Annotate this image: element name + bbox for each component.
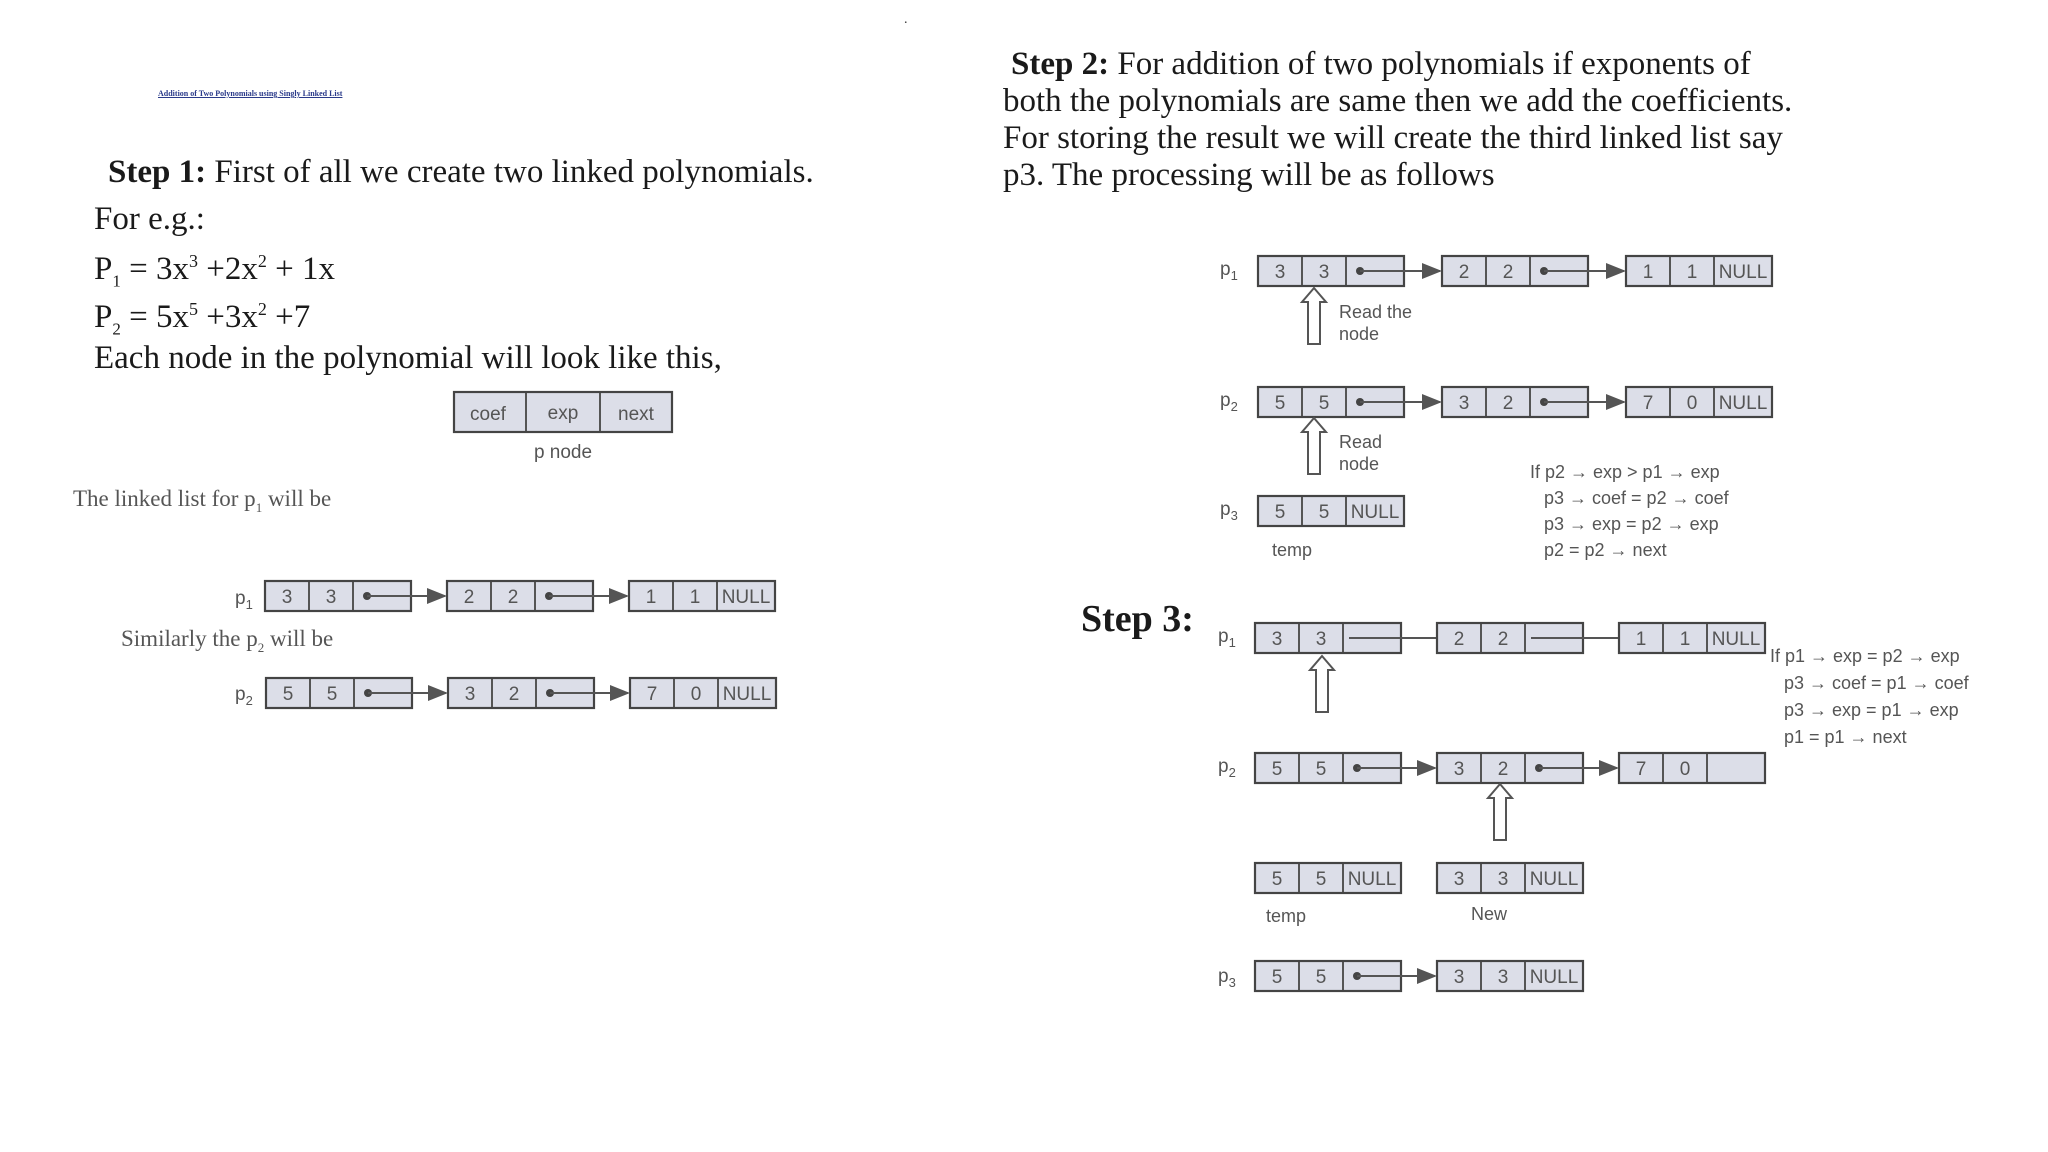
read-label: Read — [1339, 432, 1383, 452]
exp-value: 3 — [1315, 629, 1327, 650]
step2-line2: both the polynomials are same then we add the coefficients. — [1003, 83, 1793, 119]
coef-value: 7 — [1635, 759, 1647, 780]
fig3-p2-node-2 — [1619, 753, 1765, 783]
fig2-p3-label: $p_3$ — [1220, 499, 1238, 523]
step2-line1: Step 2: For addition of two polynomials if exponents of — [1011, 46, 1751, 82]
fig3-p1-label: $p_1$ — [1218, 626, 1236, 650]
fig1-p2-list — [266, 678, 776, 708]
fig2-p2-node-2 — [1626, 387, 1772, 417]
field-coef: coef — [470, 404, 506, 425]
fig3-rule-3: p3 → exp = p1 → exp — [1784, 700, 1959, 720]
step1-line — [108, 154, 814, 191]
p1-label: $p_1$ — [235, 588, 253, 612]
coef-value: 2 — [1453, 629, 1465, 650]
coef-value: 1 — [645, 587, 657, 608]
null-value: NULL — [1718, 393, 1768, 414]
pnode-caption: p node — [533, 442, 593, 463]
fig3-temp-node — [1255, 863, 1401, 893]
coef-value: 5 — [1271, 759, 1283, 780]
coef-value: 3 — [1453, 967, 1465, 988]
exp-value: 2 — [1497, 629, 1509, 650]
fig3-new-node — [1437, 863, 1583, 893]
p2-label: $p_2$ — [235, 684, 253, 708]
node-description: Each node in the polynomial will look like this, — [94, 340, 722, 376]
fig3-new-label: New — [1471, 904, 1508, 924]
node-label-2: node — [1339, 454, 1380, 474]
exp-value: 5 — [1315, 967, 1327, 988]
figure-node-and-lists — [60, 380, 840, 740]
exp-value: 3 — [1318, 262, 1330, 283]
coef-value: 5 — [1271, 869, 1283, 890]
exp-value: 5 — [1315, 869, 1327, 890]
coef-value: 2 — [1458, 262, 1470, 283]
fig2-p1-label: $p_1$ — [1220, 259, 1238, 283]
fig2-temp-label: temp — [1272, 540, 1313, 560]
coef-value: 2 — [463, 587, 475, 608]
coef-value: 1 — [1642, 262, 1654, 283]
fig3-p1-node-2 — [1619, 623, 1765, 653]
fig2-p2-label: $p_2$ — [1220, 390, 1238, 414]
example-label: For e.g.: — [94, 201, 205, 237]
figure-step2 — [1200, 240, 1800, 580]
null-value: NULL — [1529, 869, 1579, 890]
fig3-new-node — [1437, 863, 1583, 893]
fig2-arrow-p2 — [1302, 418, 1326, 474]
field-exp: exp — [547, 403, 579, 424]
exp-value: 2 — [1502, 262, 1514, 283]
coef-value: 7 — [646, 684, 658, 705]
step2-label: Step 2: — [1011, 46, 1110, 82]
figure-step3 — [1200, 600, 2020, 1020]
null-value: NULL — [722, 684, 772, 705]
null-value: NULL — [721, 587, 771, 608]
exp-value: 5 — [326, 684, 338, 705]
fig3-p1-list — [1255, 623, 1765, 653]
field-next: next — [618, 404, 654, 425]
fig2-rule-2: p3 → coef = p2 → coef — [1544, 488, 1729, 508]
fig3-arrow-p2 — [1488, 784, 1512, 840]
fig3-p2-label: $p_2$ — [1218, 756, 1236, 780]
fig3-p2-list — [1255, 753, 1765, 783]
fig3-p3-list — [1255, 961, 1583, 991]
exp-value: 2 — [508, 684, 520, 705]
fig2-arrow-p1 — [1302, 288, 1326, 344]
fig1-p1-list — [265, 581, 775, 611]
coef-value: 5 — [1274, 393, 1286, 414]
step2-line4: p3. The processing will be as follows — [1003, 157, 1495, 193]
coef-value: 3 — [1453, 869, 1465, 890]
fig3-p3-node-1 — [1437, 961, 1583, 991]
coef-value: 5 — [1274, 502, 1286, 523]
exp-value: 0 — [1679, 759, 1691, 780]
exp-value: 5 — [1318, 393, 1330, 414]
fig3-rule-1: If p1 → exp = p2 → exp — [1770, 646, 1960, 666]
fig1-p2-node-2 — [630, 678, 776, 708]
p1-list-caption: The linked list for $p_1$ will be — [73, 486, 332, 515]
fig2-p3-node — [1258, 496, 1404, 526]
exp-value: 3 — [1497, 869, 1509, 890]
exp-value: 0 — [1686, 393, 1698, 414]
fig3-rule-2: p3 → coef = p1 → coef — [1784, 673, 1969, 693]
node-label-1: node — [1339, 324, 1380, 344]
exp-value: 2 — [1502, 393, 1514, 414]
coef-value: 3 — [281, 587, 293, 608]
fig2-rule-1: If p2 → exp > p1 → exp — [1530, 462, 1720, 482]
fig2-rule-3: p3 → exp = p2 → exp — [1544, 514, 1719, 534]
exp-value: 3 — [1497, 967, 1509, 988]
fig2-p2-list — [1258, 387, 1772, 417]
null-value: NULL — [1347, 869, 1397, 890]
polynomial-p1: $P_1 = 3x^3 +2x^2 + 1x$ — [94, 251, 335, 291]
fig1-p1-node-2 — [629, 581, 775, 611]
document-title: Addition of Two Polynomials using Singly Linked List — [158, 89, 343, 98]
null-value: NULL — [1711, 629, 1761, 650]
exp-value: 1 — [689, 587, 701, 608]
fig2-p1-list — [1258, 256, 1772, 286]
null-value: NULL — [1718, 262, 1768, 283]
exp-value: 2 — [507, 587, 519, 608]
exp-value: 2 — [1497, 759, 1509, 780]
fig3-p3-label: $p_3$ — [1218, 966, 1236, 990]
coef-value: 3 — [1458, 393, 1470, 414]
null-value: NULL — [1350, 502, 1400, 523]
coef-value: 3 — [1453, 759, 1465, 780]
fig2-p3-node-0 — [1258, 496, 1404, 526]
fig3-arrow-p1 — [1310, 656, 1334, 712]
fig3-temp-node — [1255, 863, 1401, 893]
step1-text: First of all we create two linked polynomials. — [206, 154, 814, 190]
fig2-p1-node-2 — [1626, 256, 1772, 286]
coef-value: 3 — [1274, 262, 1286, 283]
top-dot: . — [904, 12, 908, 27]
step3-label: Step 3: — [1081, 598, 1194, 640]
step1-label: Step 1: — [108, 154, 207, 190]
fig2-rule-4: p2 = p2 → next — [1544, 540, 1667, 560]
read-the-label: Read the — [1339, 302, 1413, 322]
coef-value: 5 — [282, 684, 294, 705]
coef-value: 5 — [1271, 967, 1283, 988]
coef-value: 3 — [1271, 629, 1283, 650]
exp-value: 1 — [1686, 262, 1698, 283]
coef-value: 7 — [1642, 393, 1654, 414]
fig3-rule-4: p1 = p1 → next — [1784, 727, 1907, 747]
exp-value: 1 — [1679, 629, 1691, 650]
fig3-temp-label: temp — [1266, 906, 1307, 926]
null-value: NULL — [1529, 967, 1579, 988]
coef-value: 3 — [464, 684, 476, 705]
exp-value: 5 — [1318, 502, 1330, 523]
step2-line3: For storing the result we will create the third linked list say — [1003, 120, 1783, 156]
p2-list-caption: Similarly the $p_2$ will be — [121, 626, 334, 655]
exp-value: 5 — [1315, 759, 1327, 780]
coef-value: 1 — [1635, 629, 1647, 650]
polynomial-p2: $P_2 = 5x^5 +3x^2 +7$ — [94, 299, 311, 339]
exp-value: 0 — [690, 684, 702, 705]
exp-value: 3 — [325, 587, 337, 608]
